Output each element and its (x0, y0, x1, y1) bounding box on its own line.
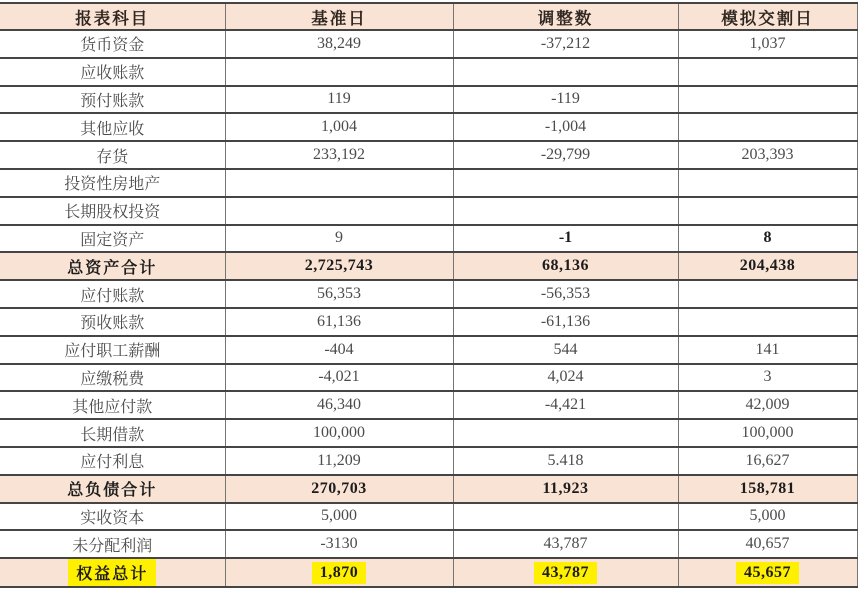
table-row (0, 336, 857, 364)
cell-base-date: -4,021 (225, 364, 453, 392)
highlight-mark: 1,870 (312, 562, 367, 584)
cell-base-date: 61,136 (225, 308, 453, 336)
table-row (0, 558, 857, 587)
column-header-adjustment: 调整数 (453, 3, 678, 30)
table-row (0, 419, 857, 447)
row-label: 其他应收 (0, 113, 225, 141)
cell-base-date (225, 197, 453, 225)
balance-sheet-table (0, 2, 858, 588)
cell-delivery-date: 204,438 (678, 252, 857, 280)
cell-adjustment (453, 169, 678, 197)
cell-adjustment: 4,024 (453, 364, 678, 392)
highlight-mark: 45,657 (736, 562, 799, 584)
cell-base-date (225, 558, 453, 587)
cell-adjustment: 5.418 (453, 447, 678, 475)
table-body (0, 30, 857, 587)
row-label: 货币资金 (0, 30, 225, 58)
table-row (0, 58, 857, 86)
cell-adjustment: -4,421 (453, 391, 678, 419)
cell-base-date: -3130 (225, 530, 453, 558)
cell-delivery-date: 203,393 (678, 141, 857, 169)
cell-adjustment: -37,212 (453, 30, 678, 58)
table-row (0, 113, 857, 141)
table-row (0, 530, 857, 558)
row-label: 应缴税费 (0, 364, 225, 392)
cell-delivery-date (678, 197, 857, 225)
row-label: 固定资产 (0, 225, 225, 253)
cell-adjustment: 11,923 (453, 475, 678, 503)
header-row (0, 3, 857, 30)
row-label: 投资性房地产 (0, 169, 225, 197)
cell-base-date: -404 (225, 336, 453, 364)
row-label: 应付账款 (0, 280, 225, 308)
cell-delivery-date: 42,009 (678, 391, 857, 419)
cell-delivery-date: 1,037 (678, 30, 857, 58)
cell-adjustment (453, 419, 678, 447)
cell-delivery-date: 158,781 (678, 475, 857, 503)
column-header-delivery-date: 模拟交割日 (678, 3, 857, 30)
cell-delivery-date (678, 113, 857, 141)
highlight-mark: 43,787 (534, 562, 597, 584)
row-label: 长期股权投资 (0, 197, 225, 225)
column-header-base-date: 基准日 (225, 3, 453, 30)
cell-adjustment: -29,799 (453, 141, 678, 169)
cell-base-date: 270,703 (225, 475, 453, 503)
cell-base-date: 100,000 (225, 419, 453, 447)
table-row (0, 252, 857, 280)
cell-adjustment: -119 (453, 86, 678, 114)
cell-delivery-date: 40,657 (678, 530, 857, 558)
table-row (0, 169, 857, 197)
row-label: 存货 (0, 141, 225, 169)
cell-adjustment: 68,136 (453, 252, 678, 280)
highlight-mark: 权益总计 (68, 559, 156, 586)
cell-delivery-date (678, 308, 857, 336)
table-row (0, 503, 857, 531)
cell-adjustment (453, 58, 678, 86)
cell-base-date: 2,725,743 (225, 252, 453, 280)
table-row (0, 364, 857, 392)
cell-delivery-date: 3 (678, 364, 857, 392)
row-label: 总负债合计 (0, 475, 225, 503)
cell-base-date: 9 (225, 225, 453, 253)
cell-adjustment (453, 197, 678, 225)
cell-delivery-date (678, 280, 857, 308)
table-row (0, 197, 857, 225)
table-row (0, 86, 857, 114)
cell-delivery-date (678, 58, 857, 86)
cell-base-date: 233,192 (225, 141, 453, 169)
row-label: 应付利息 (0, 447, 225, 475)
cell-base-date: 46,340 (225, 391, 453, 419)
cell-base-date (225, 169, 453, 197)
cell-adjustment: 544 (453, 336, 678, 364)
cell-delivery-date: 5,000 (678, 503, 857, 531)
cell-base-date: 11,209 (225, 447, 453, 475)
cell-delivery-date: 16,627 (678, 447, 857, 475)
row-label (0, 558, 225, 587)
table-row (0, 30, 857, 58)
table-row (0, 391, 857, 419)
row-label: 长期借款 (0, 419, 225, 447)
row-label: 预付账款 (0, 86, 225, 114)
cell-base-date: 119 (225, 86, 453, 114)
table-row (0, 225, 857, 253)
cell-base-date (225, 58, 453, 86)
column-header-subject: 报表科目 (0, 3, 225, 30)
cell-adjustment (453, 503, 678, 531)
table-row (0, 280, 857, 308)
cell-base-date: 5,000 (225, 503, 453, 531)
cell-delivery-date (678, 86, 857, 114)
cell-adjustment: -61,136 (453, 308, 678, 336)
cell-base-date: 1,004 (225, 113, 453, 141)
row-label: 预收账款 (0, 308, 225, 336)
cell-delivery-date (678, 169, 857, 197)
cell-adjustment: -56,353 (453, 280, 678, 308)
cell-delivery-date: 100,000 (678, 419, 857, 447)
cell-base-date: 38,249 (225, 30, 453, 58)
table-header (0, 3, 857, 30)
cell-adjustment: -1,004 (453, 113, 678, 141)
cell-delivery-date: 8 (678, 225, 857, 253)
table-row (0, 141, 857, 169)
cell-delivery-date: 141 (678, 336, 857, 364)
row-label: 实收资本 (0, 503, 225, 531)
row-label: 其他应付款 (0, 391, 225, 419)
table-row (0, 475, 857, 503)
cell-adjustment: 43,787 (453, 530, 678, 558)
cell-adjustment (453, 558, 678, 587)
table-row (0, 308, 857, 336)
row-label: 总资产合计 (0, 252, 225, 280)
row-label: 应收账款 (0, 58, 225, 86)
row-label: 应付职工薪酬 (0, 336, 225, 364)
cell-delivery-date (678, 558, 857, 587)
cell-base-date: 56,353 (225, 280, 453, 308)
table-row (0, 447, 857, 475)
cell-adjustment: -1 (453, 225, 678, 253)
row-label: 未分配利润 (0, 530, 225, 558)
